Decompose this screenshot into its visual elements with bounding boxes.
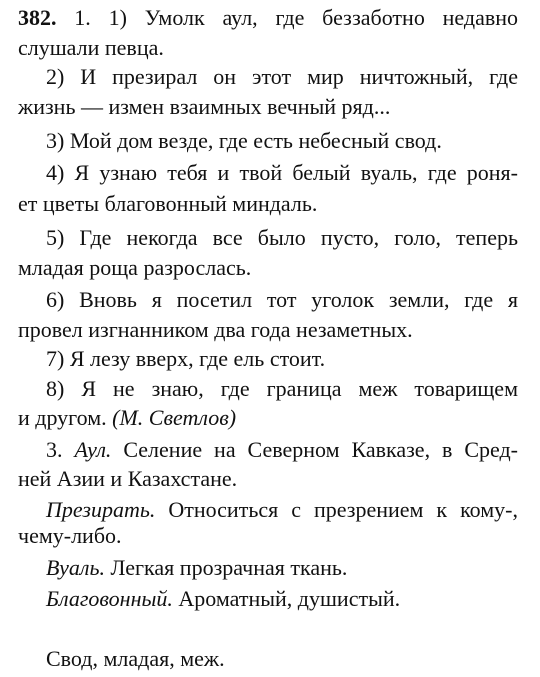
item-5-part-2: младая роща разрослась. <box>18 255 252 280</box>
item-8-part-2 <box>18 404 518 432</box>
item-8-author: (М. Светлов) <box>112 405 237 430</box>
def-vual: Легкая прозрачная ткань. <box>105 555 348 580</box>
def-aul-part-2: ней Азии и Казахстане. <box>18 466 238 491</box>
exercise-line-2: слушали певца. <box>18 35 164 60</box>
item-4-part-2: ет цветы благовонный миндаль. <box>18 191 318 216</box>
task-3-number: 3. <box>46 437 75 462</box>
term-blagovonny: Благовонный. <box>46 586 173 611</box>
item-7: 7) Я лезу вверх, где ель стоит. <box>46 346 326 371</box>
answer-words: Свод, младая, меж. <box>46 646 225 671</box>
item-8-text: и другом. <box>18 405 113 430</box>
item-2-part-1: 2) И презирал он этот мир ничтожный, где <box>46 64 518 89</box>
exercise-number: 382. <box>18 5 57 30</box>
term-aul: Аул. <box>74 437 112 462</box>
term-vual: Вуаль. <box>46 555 105 580</box>
exercise-line-1 <box>18 4 518 32</box>
def-blagovonny: Ароматный, душистый. <box>172 586 401 611</box>
item-6-part-2: провел изгнанником два года незаметных. <box>18 317 413 342</box>
glossary-aul-line-1 <box>46 436 518 464</box>
glossary-prezirat-line-1 <box>46 496 518 524</box>
item-5-part-1: 5) Где некогда все было пусто, голо, теперь <box>46 225 518 250</box>
glossary-blagovonny <box>46 585 518 613</box>
def-prezirat-part-2: чему-либо. <box>18 523 122 548</box>
def-prezirat-part-1: Относиться с презрением к кому-, <box>155 497 518 522</box>
item-6-part-1: 6) Вновь я посетил тот уголок земли, где я <box>46 287 518 312</box>
item-8-part-1: 8) Я не знаю, где граница меж товарищем <box>46 376 518 401</box>
item-2-part-2: жизнь — измен взаимных вечный ряд... <box>18 94 391 119</box>
glossary-vual <box>46 554 518 582</box>
term-prezirat: Презирать. <box>46 497 156 522</box>
item-3: 3) Мой дом везде, где есть небесный свод. <box>46 128 442 153</box>
def-aul-part-1: Селение на Северном Кавказе, в Сред- <box>111 437 518 462</box>
item-4-part-1: 4) Я узнаю тебя и твой белый вуаль, где роня- <box>46 160 518 185</box>
item-1-part-1: 1. 1) Умолк аул, где беззаботно недавно <box>56 5 518 30</box>
